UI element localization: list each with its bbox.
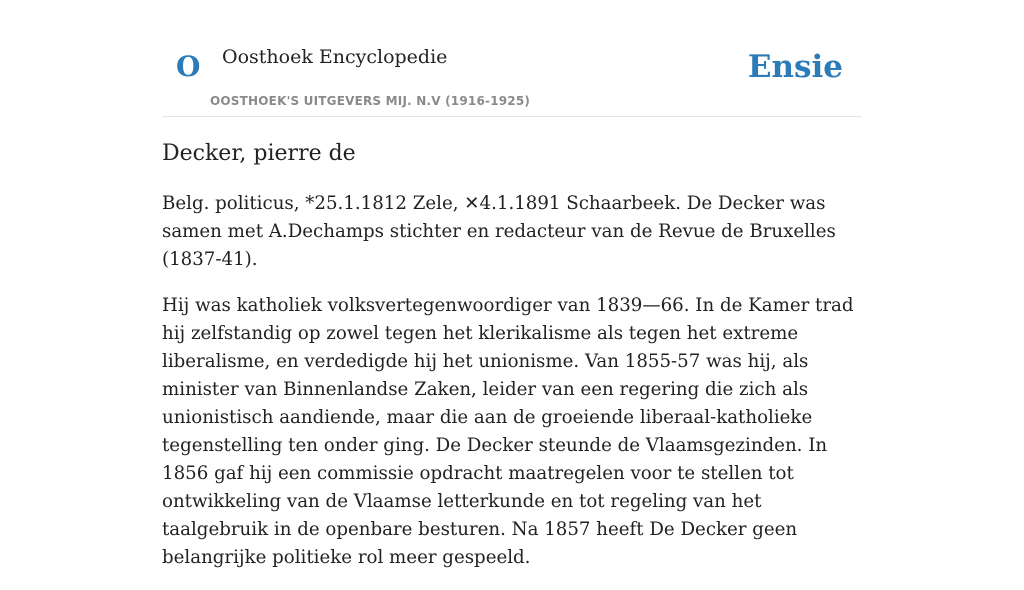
article-paragraph: Belg. politicus, *25.1.1812 Zele, ✕4.1.1891 Schaarbeek. De Decker was samen met A.Dechamps stichter en redacteur van de Revue de Bruxelles (1837-41).: [162, 193, 836, 270]
publisher-label: OOSTHOEK'S UITGEVERS MIJ. N.V (1916-1925): [210, 94, 531, 108]
ensie-logo[interactable]: Ensie: [747, 49, 843, 85]
entry-title: Decker, pierre de: [162, 141, 356, 166]
site-header: [162, 0, 862, 117]
article: [162, 138, 862, 590]
book-title-link[interactable]: Oosthoek Encyclopedie: [222, 46, 448, 68]
article-paragraph: Hij was katholiek volksvertegenwoordiger van 1839—66. In de Kamer trad hij zelfstandig op zowel tegen het klerikalisme als tegen het extreme liberalisme, en verdedigde hij het unionisme. Van 1855-57 was hij, als minister van Binnenlandse Zaken, leider van een regering die zich als unionistisch aandiende, maar die aan de groeiende liberaal-katholieke tegenstelling ten onder ging. De Decker steunde de Vlaamsgezinden. In 1856 gaf hij een commissie opdracht maatregelen voor te stellen tot ontwikkeling van de Vlaamse letterkunde en tot regeling van het taalgebruik in de openbare besturen. Na 1857 heeft De Decker geen belangrijke politieke rol meer gespeeld.: [162, 295, 854, 568]
book-logo-icon[interactable]: O: [176, 50, 201, 83]
